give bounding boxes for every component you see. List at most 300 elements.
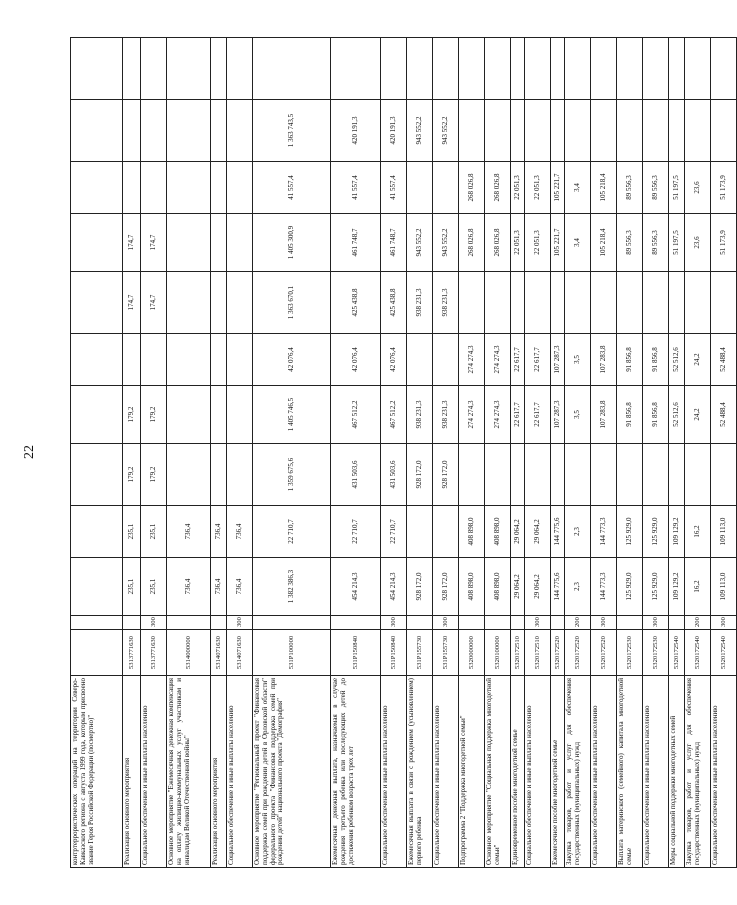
row-value-cell [123,334,141,386]
row-value-cell: 235,1 [141,558,167,616]
row-value-cell: 179,2 [141,386,167,444]
row-vr-cell [123,616,141,630]
row-value-cell: 420 191,3 [381,100,407,162]
row-code-cell: 5314071630 [211,630,227,676]
row-value-cell: 454 214,3 [381,558,407,616]
row-name-cell: Реализация основного мероприятия [123,676,141,868]
row-value-cell [71,334,123,386]
row-vr-cell: 300 [591,616,617,630]
row-vr-cell: 300 [381,616,407,630]
row-code-cell: 5320172520 [591,630,617,676]
row-value-cell [141,334,167,386]
table-row [331,38,381,868]
row-vr-cell [459,616,485,630]
row-value-cell [617,444,643,506]
row-value-cell: 105 221,7 [551,214,565,272]
row-value-cell: 268 026,8 [485,214,511,272]
row-value-cell: 91 856,8 [617,386,643,444]
row-vr-cell [253,616,331,630]
row-value-cell [167,162,211,214]
row-value-cell: 42 076,4 [381,334,407,386]
row-value-cell [485,100,511,162]
row-vr-cell: 300 [643,616,669,630]
table-row [227,38,253,868]
row-value-cell: 125 929,0 [617,506,643,558]
row-value-cell [71,386,123,444]
table-row [511,38,525,868]
row-value-cell [459,444,485,506]
row-value-cell [227,444,253,506]
table-row [485,38,511,868]
row-value-cell: 928 172,0 [433,558,459,616]
row-value-cell [669,444,685,506]
row-name-cell: Закупка товаров, работ и услуг для обеспечения государственных (муниципальных) нужд [565,676,591,868]
table-row [71,38,123,868]
row-vr-cell [485,616,511,630]
row-name-cell: Основное мероприятие "Социальная поддержка многодетной семьи" [485,676,511,868]
row-value-cell: 2,3 [565,558,591,616]
row-value-cell: 3,4 [565,214,591,272]
row-value-cell [565,272,591,334]
row-code-cell: 5320172530 [617,630,643,676]
row-value-cell [227,38,253,100]
table-row [669,38,685,868]
row-value-cell: 52 512,6 [669,386,685,444]
row-code-cell: 531P100000 [253,630,331,676]
row-value-cell [685,38,711,100]
row-name-cell: Социальное обеспечение и иные выплаты населению [381,676,407,868]
row-value-cell: 268 026,8 [485,162,511,214]
row-code-cell: 5320172540 [669,630,685,676]
row-name-cell: Закупка товаров, работ и услуг для обеспечения государственных (муниципальных) нужд [685,676,711,868]
row-value-cell [511,100,525,162]
row-value-cell [433,334,459,386]
row-value-cell: 1 363 670,1 [253,272,331,334]
row-code-cell: 5320172530 [643,630,669,676]
row-value-cell [565,38,591,100]
row-value-cell [511,272,525,334]
row-value-cell: 736,4 [211,506,227,558]
row-value-cell: 107 283,8 [591,386,617,444]
row-value-cell: 467 512,2 [331,386,381,444]
row-value-cell [71,38,123,100]
table-viewport [70,38,727,868]
row-value-cell: 3,5 [565,334,591,386]
row-value-cell: 22 710,7 [253,506,331,558]
row-value-cell: 52 488,4 [711,334,737,386]
table-row [551,38,565,868]
row-value-cell [711,38,737,100]
row-value-cell [211,214,227,272]
row-value-cell: 89 556,3 [617,162,643,214]
row-value-cell [71,506,123,558]
row-value-cell: 938 231,3 [407,272,433,334]
row-value-cell: 144 775,6 [551,506,565,558]
row-value-cell: 274 274,3 [459,386,485,444]
row-value-cell [433,162,459,214]
row-value-cell: 91 856,8 [643,334,669,386]
row-value-cell [407,506,433,558]
row-value-cell: 2,3 [565,506,591,558]
row-value-cell: 105 221,7 [551,162,565,214]
row-vr-cell [331,616,381,630]
row-value-cell: 179,2 [123,444,141,506]
row-value-cell: 125 929,0 [617,558,643,616]
row-value-cell [669,272,685,334]
row-value-cell: 22 617,7 [525,334,551,386]
row-code-cell: 5320172520 [565,630,591,676]
row-name-cell: Социальное обеспечение и иные выплаты населению [433,676,459,868]
row-value-cell: 408 898,0 [485,558,511,616]
row-value-cell: 1 363 743,5 [253,100,331,162]
row-value-cell [211,444,227,506]
row-value-cell: 42 076,4 [331,334,381,386]
row-name-cell: Единовременное пособие многодетной семье [511,676,525,868]
row-value-cell: 943 552,2 [407,100,433,162]
row-value-cell: 107 283,8 [591,334,617,386]
row-value-cell [407,38,433,100]
row-value-cell: 144 773,3 [591,506,617,558]
row-vr-cell: 300 [525,616,551,630]
row-value-cell [433,506,459,558]
row-value-cell: 22 051,3 [511,162,525,214]
row-vr-cell: 200 [685,616,711,630]
row-value-cell [591,38,617,100]
row-value-cell [381,38,407,100]
row-value-cell [141,100,167,162]
row-value-cell: 52 488,4 [711,386,737,444]
row-value-cell: 24,2 [685,386,711,444]
row-value-cell: 1 405 300,9 [253,214,331,272]
row-value-cell: 174,7 [123,214,141,272]
row-value-cell [211,272,227,334]
row-value-cell: 408 898,0 [485,506,511,558]
row-value-cell: 268 026,8 [459,214,485,272]
row-value-cell: 89 556,3 [643,162,669,214]
row-value-cell: 51 197,5 [669,162,685,214]
row-vr-cell [617,616,643,630]
row-value-cell: 23,6 [685,214,711,272]
row-name-cell: Реализация основного мероприятия [211,676,227,868]
row-value-cell: 943 552,2 [433,100,459,162]
row-value-cell: 425 438,8 [331,272,381,334]
row-value-cell [167,444,211,506]
row-code-cell: 531P155730 [433,630,459,676]
row-value-cell [141,162,167,214]
row-code-cell: 5313771630 [123,630,141,676]
row-value-cell [167,38,211,100]
row-value-cell [123,100,141,162]
table-row [617,38,643,868]
row-value-cell [71,272,123,334]
row-vr-cell: 300 [711,616,737,630]
row-value-cell: 736,4 [211,558,227,616]
row-value-cell: 91 856,8 [617,334,643,386]
row-value-cell [643,444,669,506]
row-value-cell [167,334,211,386]
row-value-cell [211,100,227,162]
row-value-cell: 91 856,8 [643,386,669,444]
row-value-cell: 274 274,3 [485,386,511,444]
row-value-cell [211,38,227,100]
row-vr-cell [71,616,123,630]
row-value-cell: 235,1 [123,558,141,616]
table-row [591,38,617,868]
row-value-cell: 125 929,0 [643,558,669,616]
row-value-cell [525,444,551,506]
row-code-cell: 5314000000 [167,630,211,676]
row-code-cell: 5320172520 [551,630,565,676]
row-value-cell: 3,5 [565,386,591,444]
row-value-cell [485,38,511,100]
row-value-cell: 125 929,0 [643,506,669,558]
row-value-cell: 179,2 [141,444,167,506]
row-value-cell [565,100,591,162]
row-value-cell [685,100,711,162]
row-vr-cell [669,616,685,630]
row-code-cell: 531P150840 [331,630,381,676]
row-value-cell [685,444,711,506]
row-vr-cell: 200 [565,616,591,630]
row-value-cell: 928 172,0 [407,444,433,506]
row-vr-cell: 300 [227,616,253,630]
row-vr-cell [167,616,211,630]
row-value-cell: 274 274,3 [485,334,511,386]
table-row [211,38,227,868]
row-value-cell: 938 231,3 [407,386,433,444]
row-value-cell: 24,2 [685,334,711,386]
row-value-cell: 736,4 [167,506,211,558]
row-value-cell [433,38,459,100]
row-value-cell [525,272,551,334]
row-value-cell [71,214,123,272]
row-value-cell: 42 076,4 [253,334,331,386]
row-value-cell: 736,4 [227,506,253,558]
row-name-cell: Выплата материнского (семейного) капитала многодетной семье [617,676,643,868]
row-value-cell: 928 172,0 [433,444,459,506]
row-value-cell: 16,2 [685,558,711,616]
row-value-cell: 454 214,3 [331,558,381,616]
row-value-cell [167,386,211,444]
row-value-cell [211,162,227,214]
row-value-cell: 1 405 746,5 [253,386,331,444]
row-value-cell: 51 173,9 [711,214,737,272]
row-value-cell: 943 552,2 [433,214,459,272]
row-value-cell: 179,2 [123,386,141,444]
row-value-cell [123,38,141,100]
row-value-cell: 89 556,3 [617,214,643,272]
row-vr-cell: 300 [141,616,167,630]
row-name-cell: Ежемесячная денежная выплата, назначаемая в случае рождения третьего ребенка или последующих детей до достижения ребенком возраста трех лет [331,676,381,868]
row-value-cell [565,444,591,506]
row-value-cell: 109 129,2 [669,506,685,558]
row-value-cell: 22 051,3 [525,214,551,272]
row-value-cell [71,444,123,506]
row-value-cell [511,38,525,100]
row-value-cell [227,162,253,214]
row-name-cell: Подпрограмма 2 "Поддержка многодетной семьи" [459,676,485,868]
row-value-cell [253,38,331,100]
row-value-cell [685,272,711,334]
row-value-cell: 22 617,7 [511,334,525,386]
row-code-cell: 5320172540 [685,630,711,676]
page-number: 22 [22,445,37,459]
row-value-cell [459,100,485,162]
row-value-cell: 105 218,4 [591,214,617,272]
row-value-cell: 22 617,7 [525,386,551,444]
row-value-cell: 107 287,3 [551,334,565,386]
row-value-cell: 268 026,8 [459,162,485,214]
table-row [141,38,167,868]
row-value-cell: 174,7 [141,272,167,334]
row-value-cell: 1 382 386,3 [253,558,331,616]
row-value-cell: 928 172,0 [407,558,433,616]
table-row [433,38,459,868]
table-row [167,38,211,868]
row-value-cell [71,162,123,214]
row-value-cell [551,444,565,506]
row-name-cell: Основное мероприятие "Ежемесячная денежная компенсация на оплату жилищно-коммунальных услуг участникам и инвалидам Великой Отечественной войны" [167,676,211,868]
row-vr-cell [551,616,565,630]
row-value-cell [669,38,685,100]
row-value-cell [227,214,253,272]
row-value-cell: 22 617,7 [511,386,525,444]
row-value-cell [643,38,669,100]
row-value-cell [711,100,737,162]
row-value-cell: 29 064,2 [511,506,525,558]
row-value-cell: 107 287,3 [551,386,565,444]
row-value-cell: 22 051,3 [511,214,525,272]
row-value-cell [711,444,737,506]
row-name-cell: контртеррористических операций на территории Северо-Кавказского региона с августа 1999 года, которым присвоено звание Героя Российской Федерации (посмертно)" [71,676,123,868]
row-code-cell: 5320172540 [711,630,737,676]
row-value-cell: 467 512,2 [381,386,407,444]
row-name-cell: Социальное обеспечение и иные выплаты населению [643,676,669,868]
row-value-cell: 736,4 [167,558,211,616]
row-value-cell: 938 231,3 [433,386,459,444]
row-value-cell [167,272,211,334]
row-value-cell: 431 503,6 [381,444,407,506]
table-body [71,38,737,868]
row-value-cell: 3,4 [565,162,591,214]
row-code-cell: 5320000000 [459,630,485,676]
row-name-cell: Ежемесячная выплата в связи с рождением (усыновлением) первого ребенка [407,676,433,868]
row-value-cell [591,272,617,334]
row-name-cell: Основное мероприятие "Региональный проект "Финансовая поддержка семей при рождении детей в Орловской области" федерального проекта "Финансовая поддержка семей при рождении детей" национального проекта "Демография" [253,676,331,868]
row-value-cell: 408 898,0 [459,506,485,558]
row-value-cell: 41 557,4 [331,162,381,214]
row-value-cell [511,444,525,506]
table-row [643,38,669,868]
row-value-cell [167,100,211,162]
row-value-cell [643,272,669,334]
table-row [565,38,591,868]
row-value-cell [227,100,253,162]
budget-table [70,37,737,868]
row-value-cell: 52 512,6 [669,334,685,386]
row-name-cell: Социальное обеспечение и иные выплаты населению [525,676,551,868]
row-value-cell [211,334,227,386]
row-value-cell [485,444,511,506]
row-value-cell [551,272,565,334]
row-value-cell [617,272,643,334]
row-value-cell [141,38,167,100]
row-value-cell [227,334,253,386]
row-value-cell: 41 557,4 [381,162,407,214]
row-value-cell: 425 438,8 [381,272,407,334]
row-value-cell: 174,7 [123,272,141,334]
row-value-cell: 431 503,6 [331,444,381,506]
row-value-cell: 938 231,3 [433,272,459,334]
row-vr-cell [211,616,227,630]
row-value-cell [485,272,511,334]
row-value-cell [227,386,253,444]
row-value-cell: 1 359 675,6 [253,444,331,506]
row-code-cell: 5314071630 [227,630,253,676]
row-value-cell: 274 274,3 [459,334,485,386]
row-value-cell [669,100,685,162]
row-value-cell [525,38,551,100]
row-value-cell [643,100,669,162]
table-row [459,38,485,868]
row-value-cell [459,38,485,100]
row-value-cell: 89 556,3 [643,214,669,272]
row-value-cell [711,272,737,334]
row-value-cell [591,444,617,506]
row-value-cell [407,162,433,214]
row-value-cell: 29 064,2 [525,558,551,616]
row-value-cell [227,272,253,334]
row-value-cell: 144 773,3 [591,558,617,616]
row-code-cell: 5320172510 [511,630,525,676]
row-value-cell [331,38,381,100]
row-value-cell [591,100,617,162]
table-row [525,38,551,868]
row-vr-cell [511,616,525,630]
table-row [381,38,407,868]
row-name-cell: Социальное обеспечение и иные выплаты населению [591,676,617,868]
row-value-cell: 51 173,9 [711,162,737,214]
row-value-cell [617,100,643,162]
row-value-cell [459,272,485,334]
table-row [407,38,433,868]
row-value-cell [167,214,211,272]
row-value-cell [123,162,141,214]
row-value-cell: 22 710,7 [381,506,407,558]
row-code-cell: 5313771630 [141,630,167,676]
row-name-cell: Социальное обеспечение и иные выплаты населению [227,676,253,868]
row-value-cell [551,100,565,162]
row-value-cell: 420 191,3 [331,100,381,162]
row-code-cell: 5320100000 [485,630,511,676]
row-code-cell: 5320172510 [525,630,551,676]
row-value-cell: 109 129,2 [669,558,685,616]
row-value-cell: 943 552,2 [407,214,433,272]
row-code-cell: 531P150840 [381,630,407,676]
row-name-cell: Социальное обеспечение и иные выплаты населению [141,676,167,868]
row-code-cell: 531P155730 [407,630,433,676]
row-value-cell: 22 051,3 [525,162,551,214]
table-row [685,38,711,868]
row-name-cell: Меры социальной поддержки многодетных семей [669,676,685,868]
row-value-cell: 16,2 [685,506,711,558]
row-value-cell: 22 710,7 [331,506,381,558]
row-value-cell: 235,1 [141,506,167,558]
table-row [123,38,141,868]
row-vr-cell: 300 [433,616,459,630]
row-value-cell [211,386,227,444]
row-value-cell: 174,7 [141,214,167,272]
